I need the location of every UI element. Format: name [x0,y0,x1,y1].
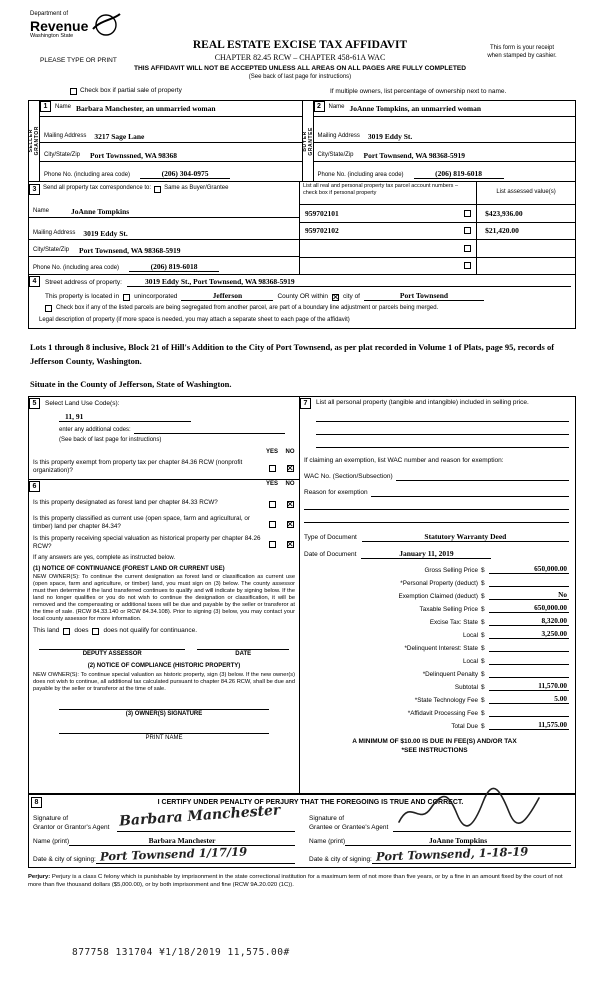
buyer-name-label: Name [328,104,345,110]
logo-swoosh-icon [91,11,121,39]
excise-tax-state-value[interactable]: 8,320.00 [489,616,569,626]
money-label: *Delinquent Interest: State [404,645,478,653]
name-print-row [29,832,575,846]
city-checkbox[interactable] [332,294,339,301]
money-label: Local [462,632,478,640]
parcel-row [300,205,476,223]
dollar-sign: $ [481,684,485,692]
grantor-date-city-value[interactable]: Port Townsend 1/17/19 [99,844,248,864]
current-use-no-checkbox[interactable] [287,521,294,528]
forest-yes-checkbox[interactable] [269,501,276,508]
segregated-checkbox[interactable] [45,305,52,312]
continuance-title: (1) NOTICE OF CONTINUANCE (FOREST LAND OR CURRENT USE) [33,565,225,572]
section-4 [28,275,576,329]
deputy-assessor-row [39,649,289,659]
correspondence-phone-value[interactable]: (206) 819-6018 [129,262,219,272]
dollar-sign: $ [481,645,485,653]
date-city-row [29,846,575,867]
additional-codes-label: enter any additional codes: [59,426,131,433]
money-row [300,563,569,574]
affidavit-processing-fee-value[interactable] [489,707,569,717]
unincorporated-label: unincorporated [134,292,178,300]
money-label: Taxable Selling Price [419,606,478,614]
grantee-printed-name[interactable]: JoAnne Tompkins [345,836,571,846]
form-title: REAL ESTATE EXCISE TAX AFFIDAVIT [192,39,408,51]
section-5 [29,397,299,480]
current-use-question-row [29,514,299,532]
qualify-row [33,627,295,635]
money-row [300,680,569,691]
partial-sale-row [70,87,182,95]
correspondence-csz-label: City/State/Zip [33,247,70,254]
county-value[interactable]: Jefferson [181,291,273,301]
document-date-row [304,549,569,559]
located-in-row [29,287,575,302]
correspondence-csz-row [29,240,299,257]
assessed-row [477,258,575,275]
section-6 [29,480,299,793]
buyer-name-value[interactable]: JoAnne Tompkins, an unmarried woman [349,104,482,113]
grantee-signature[interactable] [393,790,543,830]
section5-header-row [29,397,299,409]
grantor-sig-of-label: Signature of [33,815,69,823]
money-label: *Personal Property (deduct) [400,580,478,588]
delinquent-interest-state-value[interactable] [489,642,569,652]
money-label: Total Due [451,723,478,731]
warning-line: THIS AFFIDAVIT WILL NOT BE ACCEPTED UNLESS ALL AREAS ON ALL PAGES ARE FULLY COMPLETED [133,65,467,72]
money-label: Exemption Claimed (deduct) [398,593,478,601]
land-does-checkbox[interactable] [63,628,70,635]
correspondence-mailing-value[interactable]: 3019 Eddy St. [83,228,128,238]
seller-csz-label: City/State/Zip [44,152,81,159]
seller-side-label [29,101,40,181]
dollar-sign: $ [481,632,485,640]
section5-see-back: (See back of last page for instructions) [59,437,162,443]
owners-signature-field[interactable]: (3) OWNER(S) SIGNATURE [59,709,269,719]
minimum-due-note: A MINIMUM OF $10.00 IS DUE IN FEE(S) AND/OR TAX [352,738,517,746]
exempt-question: Is this property exempt from property tax per chapter 84.36 RCW (nonprofit organization)? [33,459,243,474]
additional-codes-field[interactable] [134,426,285,434]
correspondence-row [29,182,299,196]
parcel-header: List all real and personal property tax parcel account numbers – check box if personal property [300,182,476,205]
money-row [300,693,569,704]
seller-side-word1: SELLER [28,129,34,153]
section3-number: 3 [29,184,40,195]
seller-csz-row [40,143,302,162]
grantee-date-city-line[interactable] [372,844,571,864]
exemption-claimed-value[interactable]: No [489,590,569,600]
cashier-stamp: 877758 131704 ¥1/18/2019 11,575.00# [72,947,290,958]
section4-number: 4 [29,276,40,287]
correspondence-phone-row [29,257,299,274]
qualify-pre-label: This land [33,627,60,635]
grantor-name-print-label: Name (print) [33,837,70,845]
grantee-date-city-label: Date & city of signing: [309,855,372,863]
money-label: *Affidavit Processing Fee [407,710,478,718]
correspondence-mailing-label: Mailing Address [33,230,76,237]
left-column [28,396,300,794]
correspondence-box [29,182,300,274]
if-yes-note: If any answers are yes, complete as instructed below. [33,555,176,561]
current-use-yes-checkbox[interactable] [269,521,276,528]
historical-question: Is this property receiving special valuation as historical property per chapter 84.26 RCW? [33,535,261,550]
assessed-header: List assessed value(s) [477,182,575,205]
parcel-personal-checkbox-1[interactable] [464,210,471,217]
section7-header-row [300,397,569,409]
buyer-phone-value[interactable]: (206) 819-6018 [414,169,504,179]
parcel-column [300,182,477,274]
personal-property-line-3[interactable] [316,435,569,448]
correspondence-name-row [29,196,299,218]
dollar-sign: $ [481,606,485,614]
grantor-printed-name[interactable]: Barbara Manchester [69,836,295,846]
delinquent-penalty-value[interactable] [489,668,569,678]
wac-number-field[interactable] [396,472,569,481]
city-of-label: city of [343,292,360,300]
grantor-date-city-line[interactable] [96,844,295,864]
delinquent-interest-local-value[interactable] [489,655,569,665]
section-8 [28,794,576,868]
segregated-row [29,302,575,314]
money-row [300,576,569,587]
compliance-title: (2) NOTICE OF COMPLIANCE (HISTORIC PROPERTY) [87,663,241,670]
correspondence-name-value[interactable]: JoAnne Tompkins [71,206,130,216]
state-technology-fee-value[interactable]: 5.00 [489,694,569,704]
partial-sale-checkbox[interactable] [70,88,77,95]
buyer-csz-value[interactable]: Port Townsend, WA 98368-5919 [363,150,466,160]
located-in-label: This property is located in [45,292,120,300]
seller-side-word2: GRANTOR [34,126,40,156]
parties-section [28,100,576,182]
assessed-row [477,205,575,223]
money-label: *State Technology Fee [414,697,478,705]
chapter-line: CHAPTER 82.45 RCW – CHAPTER 458-61A WAC [214,53,386,62]
yes-header: YES [265,448,278,455]
grantor-name-block [33,836,305,846]
logo-revenue-line: Revenue [30,17,89,34]
buyer-number: 2 [314,101,325,112]
grantor-signature-block [33,802,305,832]
correspondence-phone-label: Phone No. (including area code) [33,264,120,271]
seller-mailing-label: Mailing Address [44,133,87,140]
seller-phone-row [40,162,302,181]
print-name-field[interactable]: PRINT NAME [59,733,269,743]
logo-state-line: Washington State [30,33,74,40]
buyer-mailing-label: Mailing Address [317,133,360,140]
receipt-note-line2: when stamped by cashier. [487,52,557,59]
grantee-signature-block [305,810,571,832]
parcel-personal-checkbox-3[interactable] [464,245,471,252]
land-use-codes-value[interactable]: 11, 91 [59,412,191,422]
does-not-label: does not qualify for continuance. [103,627,198,635]
continuance-text: NEW OWNER(S): To continue the current designation as forest land or classification as current use (open space, farm and agriculture, or timber) land, you must sign on (3) below. The county assessor must then determine if the land transferred continues to qualify and will indicate by signing below. If the land no longer qualifies or you do not wish to continue the designation or classification, it will be removed and the compensating or additional taxes will be due and payable by the seller or transferor at the time of sale. (RCW 84.33.140 or RCW 84.34.108). Prior to signing (3) below, you may contact your local county assessor for more information. [33,574,295,623]
section6-number: 6 [29,481,40,492]
deputy-date-field[interactable]: DATE [197,649,289,659]
dollar-sign: $ [481,723,485,731]
segregated-label: Check box if any of the listed parcels are being segregated from another parcel, are part of a boundary line adjustment or parcels being merged. [56,305,439,311]
grantee-sig-of-label: Signature of [309,815,345,823]
sections-5-6-7 [28,396,576,794]
section-7 [300,396,576,794]
grantee-date-city-value[interactable]: Port Townsend, 1-18-19 [375,844,529,864]
parcel-personal-checkbox-2[interactable] [464,227,471,234]
personal-property-deduct-value[interactable] [489,577,569,587]
forest-question: Is this property designated as forest land per chapter 84.33 RCW? [33,499,218,507]
certify-statement: I CERTIFY UNDER PENALTY OF PERJURY THAT THE FOREGOING IS TRUE AND CORRECT. [157,798,464,806]
dollar-sign: $ [481,710,485,718]
dollar-sign: $ [481,593,485,601]
exemption-claim-label: If claiming an exemption, list WAC number and reason for exemption: [304,457,504,464]
seller-mailing-row [40,117,302,143]
assessed-row [477,240,575,258]
document-type-value[interactable]: Statutory Warranty Deed [362,532,569,542]
money-row [300,589,569,600]
logo-dept-line: Department of [30,11,69,17]
parcel-row [300,240,476,258]
assessed-column [477,182,575,274]
forest-question-row [29,494,299,512]
money-row [300,602,569,613]
wac-row [304,472,569,481]
seller-name-value[interactable]: Barbara Manchester, an unmarried woman [76,104,216,113]
street-address-row [29,275,575,287]
perjury-notice [28,874,576,890]
legal-description-label: Legal description of property (if more space is needed, you may attach a separate sheet to each page of the affidavit) [39,316,350,323]
dollar-sign: $ [481,658,485,666]
county-or-label: County OR within [277,292,329,300]
grantor-date-block [33,844,305,864]
exempt-question-row [29,458,299,476]
parcel-number-1[interactable]: 959702101 [305,208,339,218]
assessed-value-1[interactable]: $423,936.00 [485,208,523,218]
additional-codes-row [59,426,285,434]
perjury-label: Perjury: [28,874,51,880]
reason-line-3[interactable] [304,510,569,523]
section5-number: 5 [29,398,40,409]
money-row [300,628,569,639]
grantor-agent-label: Grantor or Grantor's Agent [33,823,110,831]
reason-exemption-field[interactable] [371,488,569,497]
street-address-value[interactable]: 3019 Eddy St., Port Townsend, WA 98368-5919 [127,277,571,287]
money-label: Local [462,658,478,666]
dollar-sign: $ [481,567,485,575]
correspondence-mailing-row [29,218,299,240]
current-use-question: Is this property classified as current use (open space, farm and agricultural, or timber) land per chapter 84.34? [33,515,250,530]
city-value[interactable]: Port Townsend [364,291,484,301]
street-address-label: Street address of property: [45,278,122,286]
exempt-yes-checkbox[interactable] [269,465,276,472]
seller-phone-value[interactable]: (206) 304-0975 [140,169,230,179]
reason-label: Reason for exemption [304,489,368,496]
parcel-personal-checkbox-4[interactable] [464,262,471,269]
forest-no-checkbox[interactable] [287,501,294,508]
compliance-text: NEW OWNER(S): To continue special valuation as historic property, sign (3) below. If the new owner(s) does not wish to continue, all additional tax calculated pursuant to chapter 84.26 RCW, shall be due and payable by the seller or transferor at the time of sale. [33,671,295,692]
assessed-value-2[interactable]: $21,420.00 [485,226,519,236]
grantee-agent-label: Grantee or Grantee's Agent [309,823,389,831]
grantor-date-city-label: Date & city of signing: [33,855,96,863]
money-row [300,706,569,717]
document-type-row [304,532,569,542]
reason-row [304,488,569,497]
same-as-buyer-checkbox[interactable] [154,186,161,193]
money-row [300,615,569,626]
historical-question-row [29,534,299,552]
section-3 [28,182,576,275]
buyer-name-row [314,101,576,117]
partial-sale-label: Check box if partial sale of property [80,87,182,94]
buyer-box [303,101,576,181]
buyer-mailing-row [314,117,576,143]
no-header: NO [285,448,295,455]
money-row [300,719,569,730]
money-row [300,667,569,678]
same-as-buyer-label: Same as Buyer/Grantee [164,185,229,192]
document-date-value[interactable]: January 11, 2019 [361,549,491,559]
grantee-date-block [305,844,571,864]
see-back-note: (See back of last page for instructions) [248,74,352,80]
parcel-number-2[interactable]: 959702102 [305,226,339,236]
yes-header: YES [265,481,278,487]
taxable-selling-price-value[interactable]: 650,000.00 [489,603,569,613]
land-does-not-checkbox[interactable] [92,628,99,635]
buyer-side-word1: BUYER [301,130,308,152]
send-correspondence-label: Send all property tax correspondence to: [43,185,152,192]
subtotal-value[interactable]: 11,570.00 [489,681,569,691]
deputy-assessor-field[interactable]: DEPUTY ASSESSOR [39,649,185,659]
receipt-note-line1: This form is your receipt [489,45,555,51]
document-date-label: Date of Document [304,551,357,558]
dollar-sign: $ [481,697,485,705]
parcel-area [300,182,575,274]
buyer-csz-row [314,143,576,162]
gross-selling-price-value[interactable]: 650,000.00 [489,564,569,574]
grantee-signature-line[interactable] [393,810,571,832]
exempt-no-checkbox[interactable] [287,465,294,472]
buyer-side-word2: GRANTEE [307,126,314,156]
section5-yesno-header [29,449,299,457]
correspondence-csz-value[interactable]: Port Townsend, WA 98368-5919 [79,245,181,255]
money-label: Gross Selling Price [424,567,478,575]
section8-number: 8 [31,797,42,808]
section6-header-row [29,480,299,492]
buyer-phone-row [314,162,576,181]
grantee-name-print-label: Name (print) [309,837,346,845]
see-instructions-note: *SEE INSTRUCTIONS [401,746,468,754]
no-header: NO [285,481,295,487]
buyer-csz-label: City/State/Zip [317,152,354,159]
seller-number: 1 [40,101,51,112]
dollar-sign: $ [481,580,485,588]
seller-box [29,101,303,181]
parcel-row [300,223,476,241]
dor-logo [30,11,121,40]
money-row [300,654,569,665]
seller-csz-value[interactable]: Port Townssned, WA 98368 [90,150,177,160]
dollar-sign: $ [481,671,485,679]
wac-label: WAC No. (Section/Subsection) [304,473,393,480]
assessed-row [477,223,575,241]
perjury-text: Perjury is a class C felony which is punishable by imprisonment in the state correctional institution for a maximum term of not more than five years, or by a fine in an amount fixed by the court of not more than five thousand dollars ($5,000.00), or by both imprisonment and fine (RCW 9A.20.020 (1C)). [28,874,563,888]
grantor-signature-line[interactable] [117,802,295,832]
document-type-label: Type of Document [304,534,357,541]
seller-mailing-value[interactable]: 3217 Sage Lane [94,131,145,141]
personal-property-line-2[interactable] [316,422,569,435]
historical-no-checkbox[interactable] [287,541,294,548]
seller-name-label: Name [55,104,72,110]
seller-phone-label: Phone No. (including area code) [44,171,131,178]
grantee-name-block [305,836,571,846]
does-label: does [74,627,89,635]
money-label: Subtotal [454,684,478,692]
excise-tax-local-value[interactable]: 3,250.00 [489,629,569,639]
dollar-sign: $ [481,619,485,627]
historical-yes-checkbox[interactable] [269,541,276,548]
buyer-phone-label: Phone No. (including area code) [317,171,404,178]
reason-line-2[interactable] [304,497,569,510]
land-use-title: Select Land Use Code(s): [45,400,120,407]
money-row [300,641,569,652]
please-type-label: PLEASE TYPE OR PRINT [40,57,117,64]
buyer-mailing-value[interactable]: 3019 Eddy St. [367,131,413,141]
money-label: Excise Tax: State [429,619,478,627]
parcel-row [300,258,476,275]
situate-line: Situate in the County of Jefferson, State of Washington. [30,379,232,389]
grantor-signature[interactable]: Barbara Manchester [118,802,281,830]
correspondence-name-label: Name [33,208,50,215]
buyer-side-label [303,101,314,181]
personal-property-label: List all personal property (tangible and intangible) included in selling price. [316,399,529,406]
section7-number: 7 [300,398,311,409]
money-label: *Delinquent Penalty [422,671,478,679]
personal-property-line-1[interactable] [316,409,569,422]
seller-name-row [40,101,302,117]
total-due-value[interactable]: 11,575.00 [489,720,569,730]
multiple-owners-note: If multiple owners, list percentage of ownership next to name. [330,88,507,95]
unincorporated-checkbox[interactable] [123,294,130,301]
legal-description-text: Lots 1 through 8 inclusive, Block 21 of Hill's Addition to the City of Port Townsend, as per plat recorded in Volume 1 of Plats, page 95, records of Jefferson County, Washington. [30,342,555,366]
